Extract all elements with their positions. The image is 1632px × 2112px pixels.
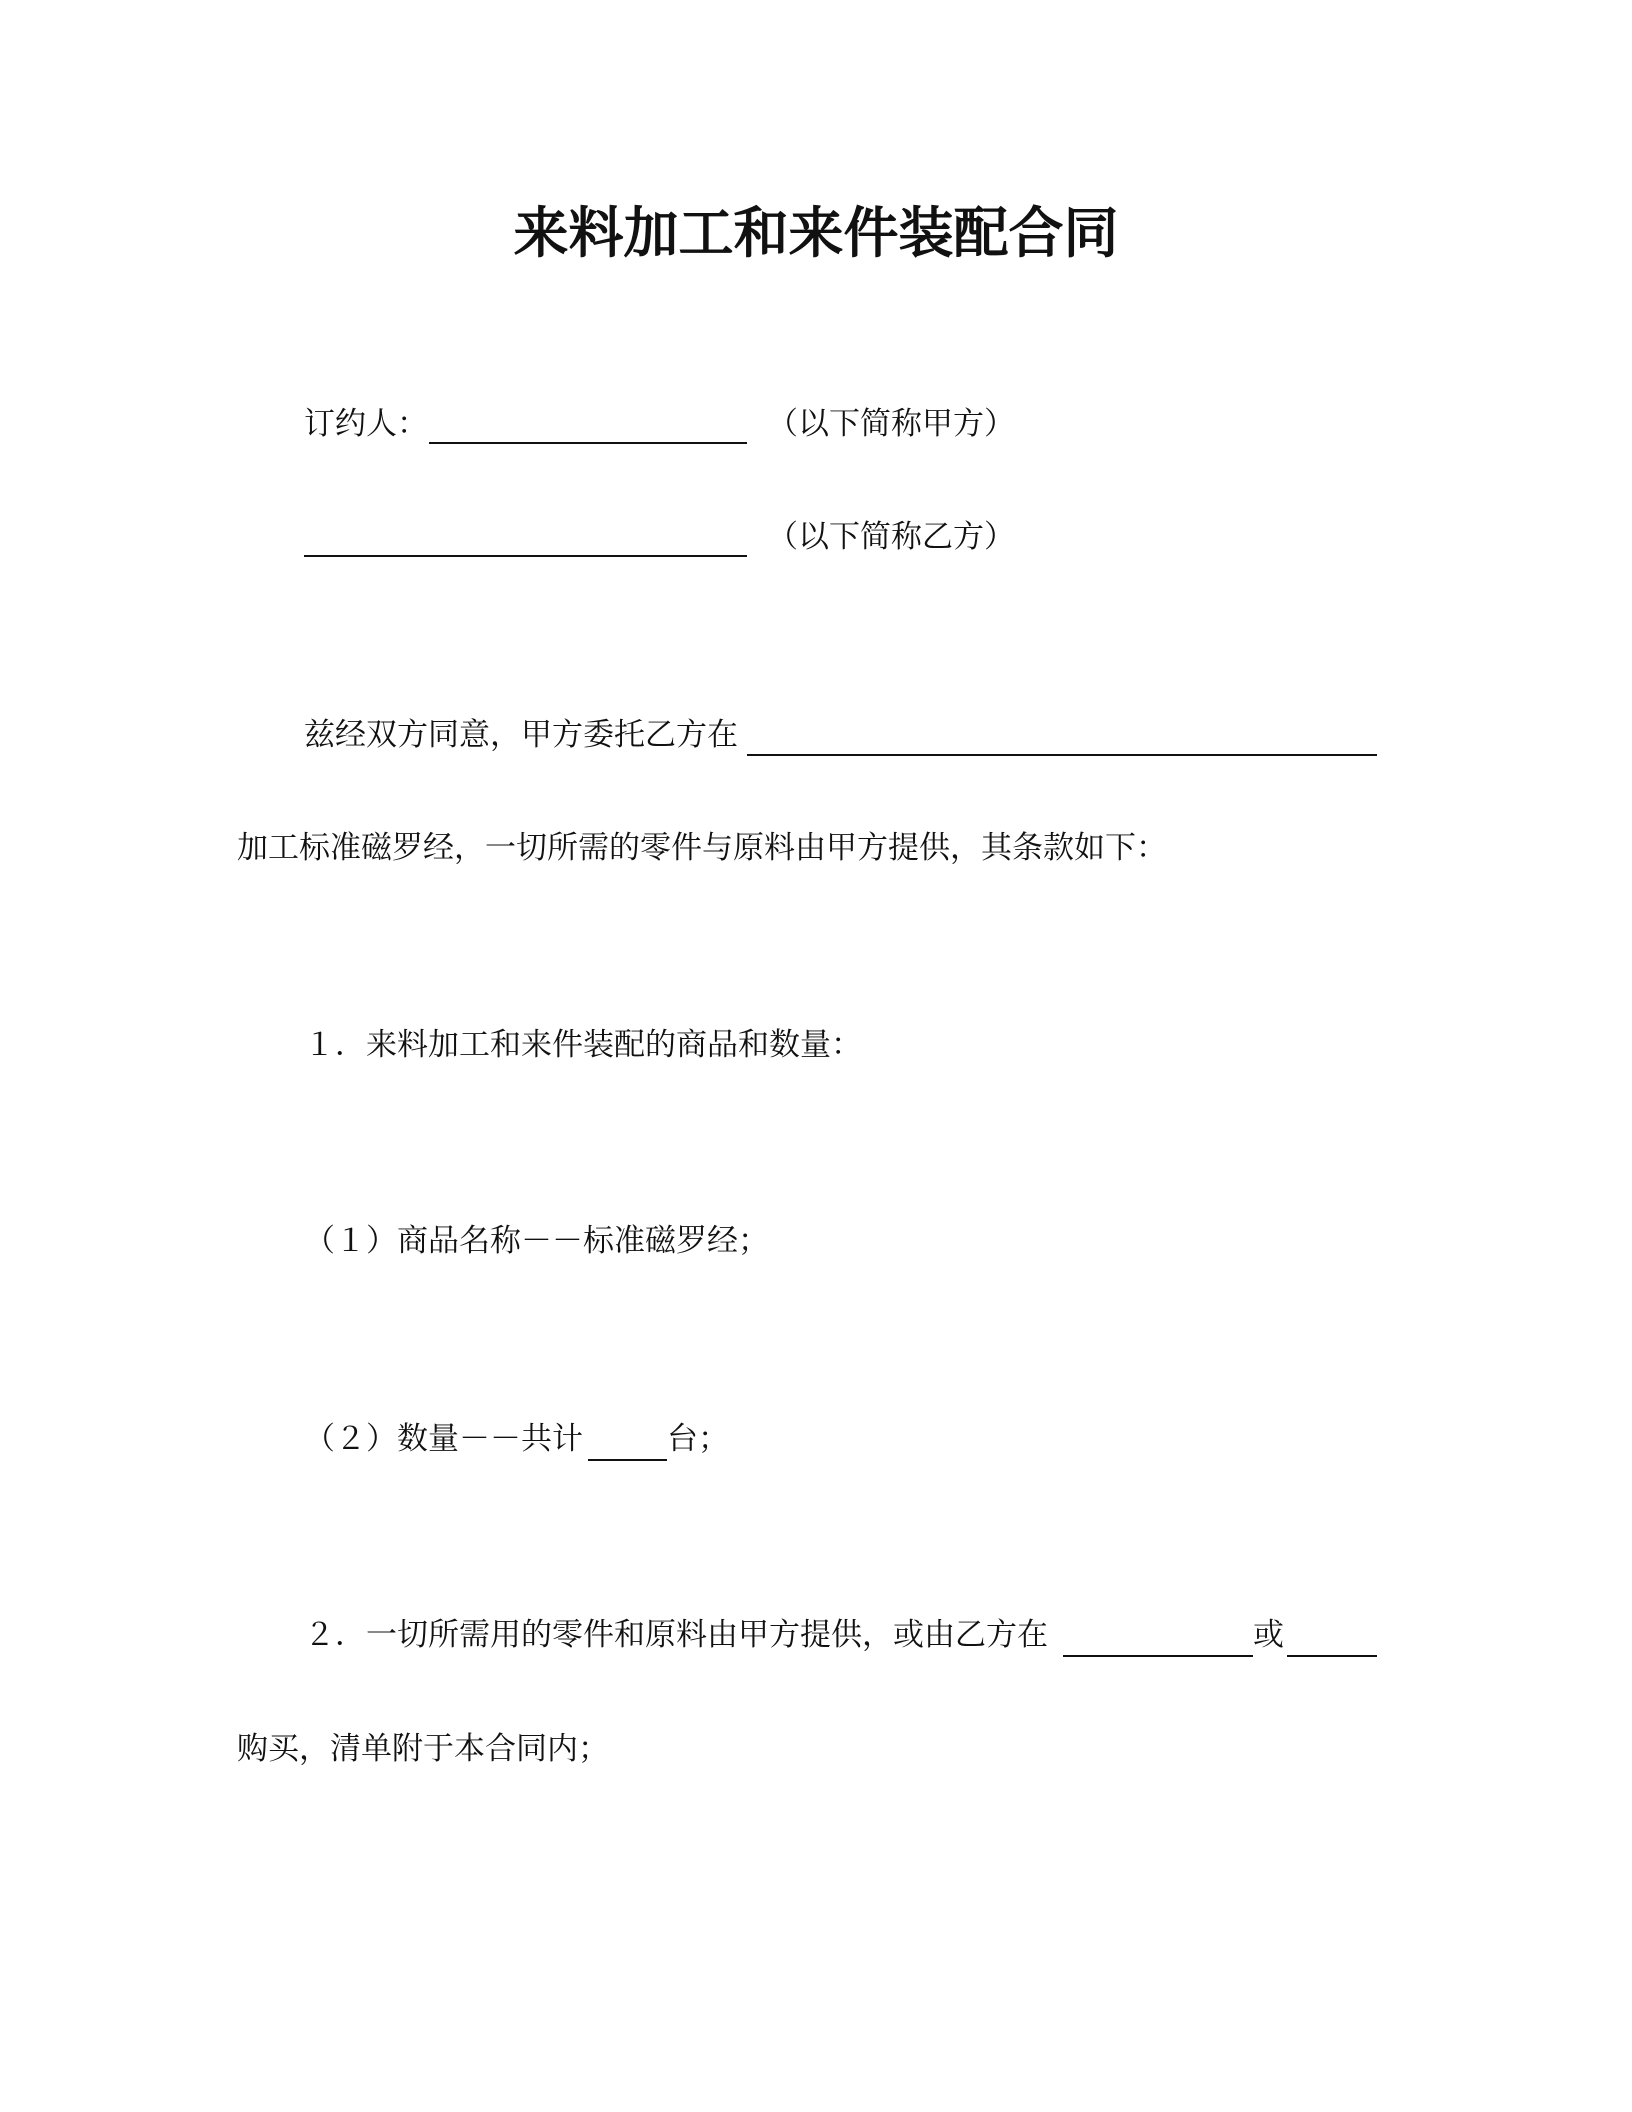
document-title: 来料加工和来件装配合同	[513, 201, 1119, 265]
processing-location-blank	[747, 754, 1377, 756]
party-b-name-blank	[304, 555, 747, 557]
party-b-note: （以下简称乙方）	[767, 519, 1015, 555]
clause-1-item-2-prefix: （２）数量－－共计	[304, 1421, 583, 1457]
clause-1-item-2-suffix: 台；	[667, 1421, 729, 1457]
party-a-note: （以下简称甲方）	[767, 406, 1015, 442]
party-a-label: 订约人：	[304, 406, 428, 442]
quantity-blank	[588, 1459, 667, 1461]
clause-1-heading: １．来料加工和来件装配的商品和数量：	[304, 1027, 862, 1063]
clause-2-prefix: ２．一切所需用的零件和原料由甲方提供，或由乙方在	[304, 1617, 1048, 1653]
party-a-name-blank	[429, 442, 747, 444]
clause-2-continuation: 购买，清单附于本合同内；	[237, 1731, 609, 1767]
intro-line-1: 兹经双方同意，甲方委托乙方在	[304, 717, 738, 753]
clause-2-or: 或	[1253, 1617, 1284, 1653]
clause-1-item-1: （１）商品名称－－标准磁罗经；	[304, 1223, 769, 1259]
purchase-location-blank-2	[1287, 1655, 1377, 1657]
purchase-location-blank-1	[1063, 1655, 1253, 1657]
intro-line-2: 加工标准磁罗经，一切所需的零件与原料由甲方提供，其条款如下：	[237, 830, 1167, 866]
